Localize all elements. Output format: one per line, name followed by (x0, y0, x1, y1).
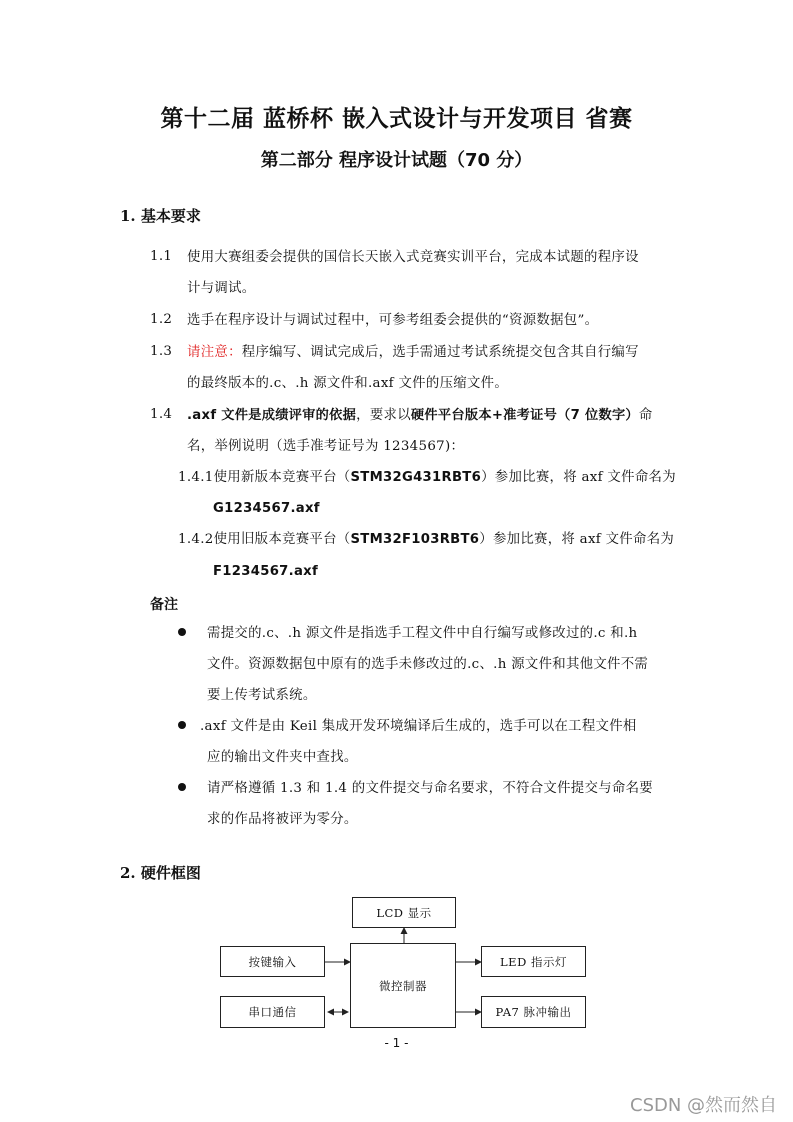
item-text-cont: 名，举例说明（选手准考证号为 1234567)： (187, 439, 465, 454)
section1-heading: 1. 基本要求 (120, 207, 201, 225)
item-line: ）参加比赛，将 axf 文件命名为 (481, 470, 676, 485)
note-line: 要上传考试系统。 (207, 688, 317, 703)
keys-block: 按键输入 (220, 946, 325, 977)
item-line: 使用旧版本竞赛平台（ (213, 532, 351, 547)
subitem-number: 1.4.1 (178, 470, 214, 485)
uart-block: 串口通信 (220, 996, 325, 1028)
item-number: 1.1 (150, 249, 173, 264)
item-text-cont: 的最终版本的.c、.h 源文件和.axf 文件的压缩文件。 (187, 376, 509, 391)
attention-label: 请注意： (187, 345, 242, 360)
notes-heading: 备注 (150, 597, 178, 613)
note-line: 求的作品将被评为零分。 (207, 812, 358, 827)
model-name: STM32G431RBT6 (350, 470, 482, 485)
pa7-block: PA7 脉冲输出 (481, 996, 586, 1028)
document-title: 第十二届 蓝桥杯 嵌入式设计与开发项目 省赛 (160, 106, 633, 132)
section2-heading: 2. 硬件框图 (120, 864, 201, 882)
item-line: 程序编写、调试完成后，选手需通过考试系统提交包含其自行编写 (241, 345, 639, 360)
document-subtitle: 第二部分 程序设计试题（70 分） (260, 150, 533, 171)
item-number: 1.2 (150, 312, 173, 327)
watermark: CSDN @然而然自 (630, 1095, 778, 1116)
file-name: F1234567.axf (213, 564, 318, 579)
item-number: 1.4 (150, 407, 173, 422)
item-line: 命 (638, 408, 653, 423)
note-line: 应的输出文件夹中查找。 (207, 750, 358, 765)
item-number: 1.3 (150, 344, 173, 359)
file-name: G1234567.axf (213, 501, 320, 516)
bold-text: .axf 文件是成绩评审的依据 (187, 408, 357, 423)
led-block: LED 指示灯 (481, 946, 586, 977)
lcd-block: LCD 显示 (352, 897, 456, 928)
item-line: ）参加比赛，将 axf 文件命名为 (479, 532, 675, 547)
note-line: 文件。资源数据包中原有的选手未修改过的.c、.h 源文件和其他文件不需 (207, 657, 649, 672)
bold-text: 硬件平台版本+准考证号（7 位数字） (410, 408, 639, 423)
item-text-cont: 计与调试。 (187, 281, 256, 296)
item-line: 使用大赛组委会提供的国信长天嵌入式竞赛实训平台，完成本试题的程序设 (187, 250, 639, 265)
note-line: .axf 文件是由 Keil 集成开发环境编译后生成的，选手可以在工程文件相 (200, 719, 637, 734)
subitem-number: 1.4.2 (178, 532, 214, 547)
item-text: 选手在程序设计与调试过程中，可参考组委会提供的“资源数据包”。 (187, 313, 599, 328)
note-line: 请严格遵循 1.3 和 1.4 的文件提交与命名要求，不符合文件提交与命名要 (207, 781, 653, 796)
mcu-block: 微控制器 (350, 943, 456, 1028)
item-line: 使用新版本竞赛平台（ (213, 470, 351, 485)
item-line: ，要求以 (356, 408, 411, 423)
note-line: 需提交的.c、.h 源文件是指选手工程文件中自行编写或修改过的.c 和.h (207, 626, 638, 641)
page-number: - 1 - (384, 1036, 409, 1050)
model-name: STM32F103RBT6 (350, 532, 480, 547)
